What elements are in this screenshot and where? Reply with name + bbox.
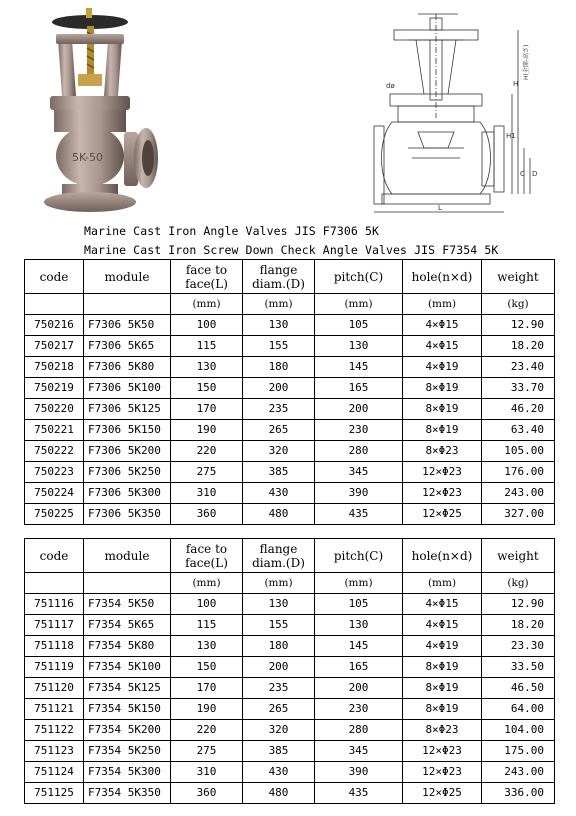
cell-hole: 12×Φ25 <box>403 783 482 804</box>
cell-module: F7354 5K50 <box>84 594 171 615</box>
cell-flange: 385 <box>243 462 315 483</box>
drawing-label-l: L <box>438 204 442 212</box>
table-row <box>25 483 555 504</box>
table-row <box>25 636 555 657</box>
cell-code: 750224 <box>25 483 84 504</box>
cell-pitch: 145 <box>315 636 403 657</box>
cell-flange: 235 <box>243 678 315 699</box>
cell-face: 220 <box>171 720 243 741</box>
cell-module: F7306 5K100 <box>84 378 171 399</box>
photo-marking: 5K-50 <box>72 151 104 164</box>
cell-flange: 235 <box>243 399 315 420</box>
cell-module: F7306 5K65 <box>84 336 171 357</box>
cell-weight: 243.00 <box>482 762 555 783</box>
cell-module: F7354 5K150 <box>84 699 171 720</box>
drawing-label-d: D <box>532 170 538 178</box>
cell-hole: 4×Φ19 <box>403 636 482 657</box>
cell-weight: 176.00 <box>482 462 555 483</box>
table-row <box>25 741 555 762</box>
cell-flange: 480 <box>243 504 315 525</box>
cell-pitch: 130 <box>315 615 403 636</box>
table-row <box>25 378 555 399</box>
cell-weight: 18.20 <box>482 615 555 636</box>
units-row <box>25 294 555 315</box>
cell-face: 130 <box>171 636 243 657</box>
cell-code: 751117 <box>25 615 84 636</box>
drawing-label-h1: H1 <box>506 132 516 140</box>
cell-code: 750216 <box>25 315 84 336</box>
cell-pitch: 165 <box>315 378 403 399</box>
cell-flange: 180 <box>243 636 315 657</box>
unit-hole: (mm) <box>403 573 482 594</box>
table-row <box>25 699 555 720</box>
drawing-label-h: H <box>513 80 519 88</box>
cell-module: F7354 5K350 <box>84 783 171 804</box>
cell-pitch: 105 <box>315 594 403 615</box>
cell-flange: 430 <box>243 483 315 504</box>
cell-flange: 320 <box>243 441 315 462</box>
cell-hole: 8×Φ19 <box>403 657 482 678</box>
cell-pitch: 280 <box>315 720 403 741</box>
cell-weight: 23.30 <box>482 636 555 657</box>
cell-module: F7354 5K100 <box>84 657 171 678</box>
cell-module: F7306 5K125 <box>84 399 171 420</box>
table-row <box>25 357 555 378</box>
cell-face: 130 <box>171 357 243 378</box>
cell-weight: 12.90 <box>482 594 555 615</box>
cell-flange: 385 <box>243 741 315 762</box>
cell-code: 750222 <box>25 441 84 462</box>
cell-flange: 155 <box>243 336 315 357</box>
spec-table-f7306 <box>24 259 555 525</box>
cell-hole: 4×Φ15 <box>403 594 482 615</box>
cell-hole: 12×Φ23 <box>403 741 482 762</box>
cell-pitch: 200 <box>315 678 403 699</box>
cell-weight: 64.00 <box>482 699 555 720</box>
cell-face: 310 <box>171 483 243 504</box>
cell-flange: 130 <box>243 594 315 615</box>
cell-flange: 480 <box>243 783 315 804</box>
cell-module: F7306 5K250 <box>84 462 171 483</box>
cell-flange: 180 <box>243 357 315 378</box>
cell-face: 220 <box>171 441 243 462</box>
cell-hole: 12×Φ23 <box>403 462 482 483</box>
unit-flange: (mm) <box>243 573 315 594</box>
header-pitch: pitch(C) <box>315 539 403 573</box>
cell-pitch: 435 <box>315 783 403 804</box>
cell-weight: 46.20 <box>482 399 555 420</box>
cell-hole: 4×Φ15 <box>403 315 482 336</box>
valve-photo <box>42 6 172 214</box>
cell-module: F7306 5K200 <box>84 441 171 462</box>
cell-pitch: 230 <box>315 420 403 441</box>
table-row <box>25 678 555 699</box>
cell-code: 750218 <box>25 357 84 378</box>
cell-code: 751123 <box>25 741 84 762</box>
header-face-to-face: face to face(L) <box>171 539 243 573</box>
cell-weight: 327.00 <box>482 504 555 525</box>
cell-flange: 265 <box>243 420 315 441</box>
title-line-2: Marine Cast Iron Screw Down Check Angle Valves JIS F7354 5K <box>84 243 499 257</box>
cell-hole: 4×Φ15 <box>403 336 482 357</box>
cell-weight: 18.20 <box>482 336 555 357</box>
header-face-to-face: face to face(L) <box>171 260 243 294</box>
header-pitch: pitch(C) <box>315 260 403 294</box>
header-hole: hole(n×d) <box>403 260 482 294</box>
cell-face: 310 <box>171 762 243 783</box>
cell-face: 115 <box>171 615 243 636</box>
table-row <box>25 594 555 615</box>
table-row <box>25 720 555 741</box>
cell-code: 750225 <box>25 504 84 525</box>
cell-weight: 33.70 <box>482 378 555 399</box>
header-row <box>25 539 555 573</box>
cell-weight: 12.90 <box>482 315 555 336</box>
header-hole: hole(n×d) <box>403 539 482 573</box>
cell-hole: 8×Φ23 <box>403 441 482 462</box>
cell-code: 751121 <box>25 699 84 720</box>
unit-face: (mm) <box>171 573 243 594</box>
cell-pitch: 200 <box>315 399 403 420</box>
cell-module: F7306 5K350 <box>84 504 171 525</box>
cell-face: 360 <box>171 504 243 525</box>
table-row <box>25 615 555 636</box>
cell-pitch: 390 <box>315 483 403 504</box>
cell-module: F7354 5K200 <box>84 720 171 741</box>
table-row <box>25 399 555 420</box>
cell-face: 360 <box>171 783 243 804</box>
table-row <box>25 783 555 804</box>
cell-flange: 200 <box>243 378 315 399</box>
cell-weight: 105.00 <box>482 441 555 462</box>
unit-weight: (kg) <box>482 294 555 315</box>
unit-pitch: (mm) <box>315 573 403 594</box>
cell-module: F7354 5K80 <box>84 636 171 657</box>
cell-code: 750221 <box>25 420 84 441</box>
cell-flange: 130 <box>243 315 315 336</box>
cell-hole: 8×Φ19 <box>403 378 482 399</box>
cell-weight: 175.00 <box>482 741 555 762</box>
cell-pitch: 165 <box>315 657 403 678</box>
cell-weight: 243.00 <box>482 483 555 504</box>
cell-hole: 4×Φ15 <box>403 615 482 636</box>
unit-flange: (mm) <box>243 294 315 315</box>
cell-pitch: 145 <box>315 357 403 378</box>
cell-hole: 8×Φ19 <box>403 399 482 420</box>
table-row <box>25 336 555 357</box>
table-row <box>25 762 555 783</box>
header-weight: weight <box>482 260 555 294</box>
cell-pitch: 345 <box>315 741 403 762</box>
cell-weight: 336.00 <box>482 783 555 804</box>
cell-pitch: 130 <box>315 336 403 357</box>
cell-module: F7354 5K65 <box>84 615 171 636</box>
cell-face: 170 <box>171 678 243 699</box>
title-line-1: Marine Cast Iron Angle Valves JIS F7306 5K <box>84 224 379 238</box>
cell-hole: 4×Φ19 <box>403 357 482 378</box>
cell-face: 275 <box>171 741 243 762</box>
cell-weight: 33.50 <box>482 657 555 678</box>
cell-code: 751122 <box>25 720 84 741</box>
cell-face: 150 <box>171 657 243 678</box>
table-row <box>25 657 555 678</box>
cell-flange: 320 <box>243 720 315 741</box>
cell-hole: 8×Φ19 <box>403 678 482 699</box>
cell-face: 275 <box>171 462 243 483</box>
table-row <box>25 462 555 483</box>
spec-table-f7354 <box>24 538 555 804</box>
cell-code: 750219 <box>25 378 84 399</box>
cell-weight: 46.50 <box>482 678 555 699</box>
cell-pitch: 280 <box>315 441 403 462</box>
cell-module: F7306 5K80 <box>84 357 171 378</box>
cell-pitch: 345 <box>315 462 403 483</box>
cell-hole: 12×Φ23 <box>403 762 482 783</box>
cell-module: F7354 5K125 <box>84 678 171 699</box>
cell-hole: 8×Φ23 <box>403 720 482 741</box>
cell-code: 751116 <box>25 594 84 615</box>
cell-pitch: 105 <box>315 315 403 336</box>
unit-pitch: (mm) <box>315 294 403 315</box>
drawing-label-dd: dø <box>386 82 395 90</box>
header-code: code <box>25 260 84 294</box>
cell-face: 100 <box>171 594 243 615</box>
cell-hole: 8×Φ19 <box>403 420 482 441</box>
cell-pitch: 390 <box>315 762 403 783</box>
unit-hole: (mm) <box>403 294 482 315</box>
cell-module: F7306 5K50 <box>84 315 171 336</box>
cell-face: 115 <box>171 336 243 357</box>
unit-weight: (kg) <box>482 573 555 594</box>
cell-module: F7306 5K300 <box>84 483 171 504</box>
cell-code: 751124 <box>25 762 84 783</box>
valve-technical-drawing <box>368 8 540 218</box>
units-row <box>25 573 555 594</box>
cell-code: 750220 <box>25 399 84 420</box>
cell-face: 190 <box>171 699 243 720</box>
unit-face: (mm) <box>171 294 243 315</box>
table-row <box>25 504 555 525</box>
cell-hole: 8×Φ19 <box>403 699 482 720</box>
cell-face: 150 <box>171 378 243 399</box>
cell-weight: 104.00 <box>482 720 555 741</box>
cell-face: 170 <box>171 399 243 420</box>
cell-module: F7354 5K300 <box>84 762 171 783</box>
cell-code: 751120 <box>25 678 84 699</box>
header-module: module <box>84 260 171 294</box>
cell-code: 750223 <box>25 462 84 483</box>
cell-pitch: 435 <box>315 504 403 525</box>
cell-hole: 12×Φ25 <box>403 504 482 525</box>
header-code: code <box>25 539 84 573</box>
drawing-label-c: C <box>520 170 525 178</box>
cell-module: F7306 5K150 <box>84 420 171 441</box>
cell-flange: 200 <box>243 657 315 678</box>
header-module: module <box>84 539 171 573</box>
drawing-label-h-note: H(全開-高さ) <box>523 44 530 80</box>
cell-weight: 23.40 <box>482 357 555 378</box>
table-row <box>25 420 555 441</box>
header-flange-diameter: flange diam.(D) <box>243 539 315 573</box>
cell-code: 751118 <box>25 636 84 657</box>
cell-pitch: 230 <box>315 699 403 720</box>
cell-code: 751119 <box>25 657 84 678</box>
cell-code: 751125 <box>25 783 84 804</box>
header-flange-diameter: flange diam.(D) <box>243 260 315 294</box>
table-row <box>25 441 555 462</box>
cell-face: 190 <box>171 420 243 441</box>
cell-module: F7354 5K250 <box>84 741 171 762</box>
header-row <box>25 260 555 294</box>
cell-flange: 265 <box>243 699 315 720</box>
cell-hole: 12×Φ23 <box>403 483 482 504</box>
cell-flange: 155 <box>243 615 315 636</box>
cell-weight: 63.40 <box>482 420 555 441</box>
cell-code: 750217 <box>25 336 84 357</box>
cell-flange: 430 <box>243 762 315 783</box>
header-weight: weight <box>482 539 555 573</box>
table-row <box>25 315 555 336</box>
cell-face: 100 <box>171 315 243 336</box>
